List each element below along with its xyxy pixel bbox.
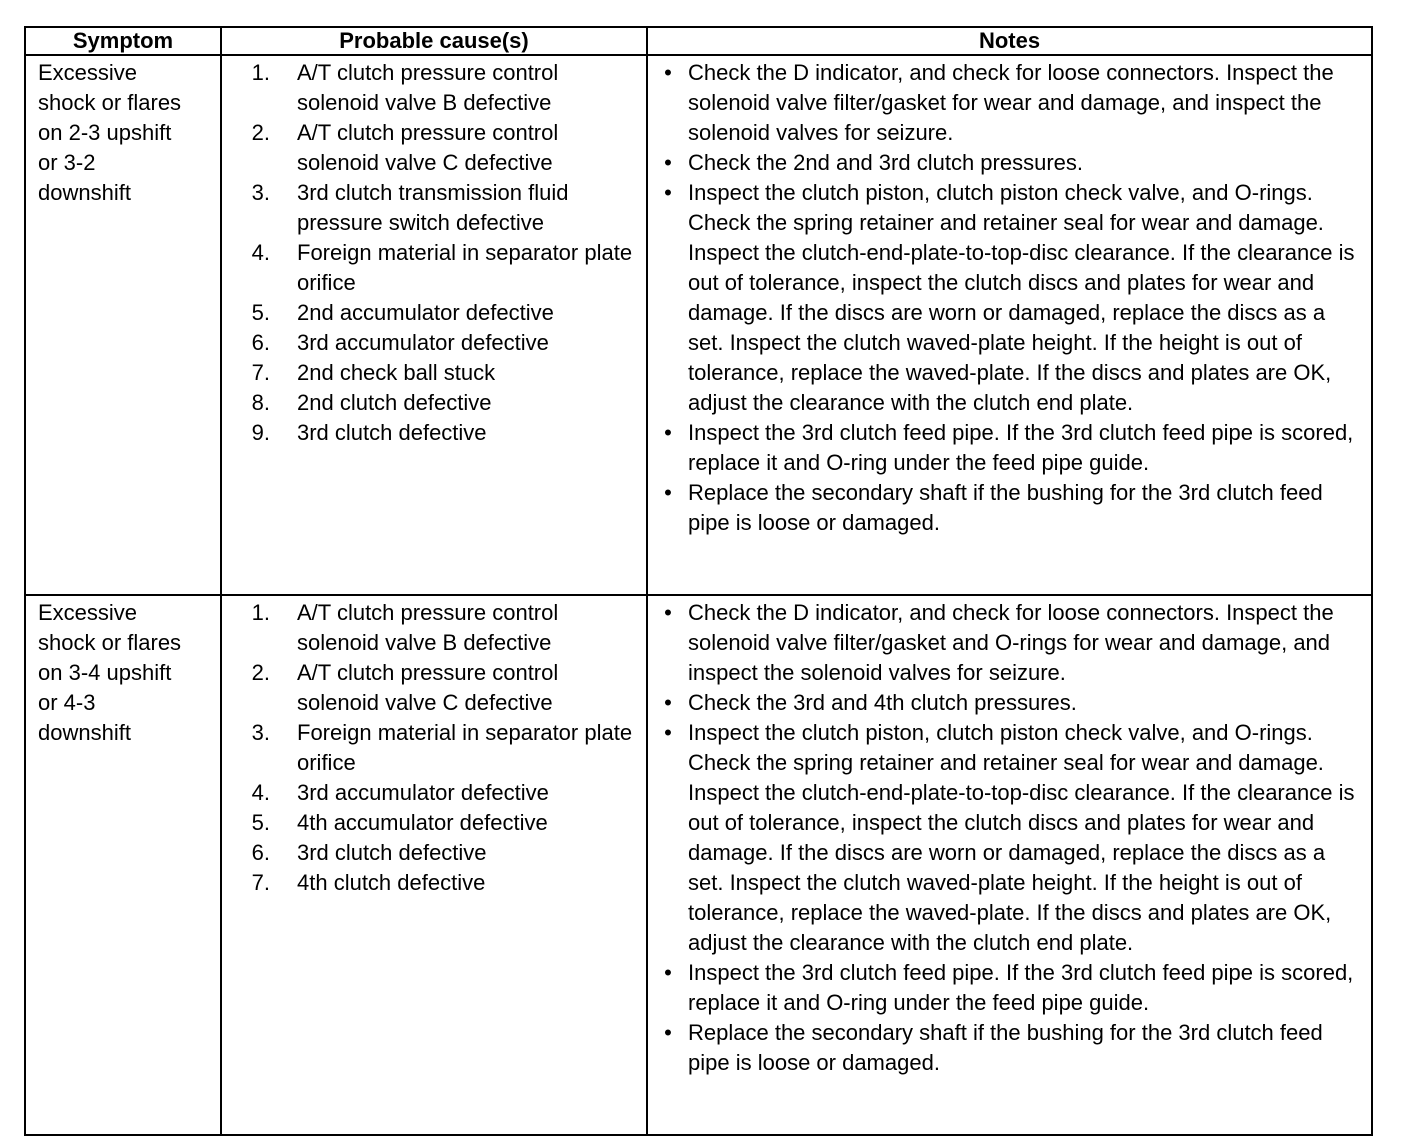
cause-item (222, 358, 646, 388)
cause-item (222, 328, 646, 358)
note-item (648, 1018, 1371, 1078)
cause-item (222, 598, 646, 658)
bullet-icon: • (664, 1020, 672, 1045)
note-text: Check the 3rd and 4th clutch pressures. (688, 690, 1077, 715)
cause-number: 2. (251, 660, 270, 685)
bullet-icon: • (664, 150, 672, 175)
cause-number: 3. (251, 720, 270, 745)
cause-item (222, 58, 646, 118)
bullet-icon: • (664, 480, 672, 505)
cause-list (222, 596, 646, 898)
cause-number: 5. (251, 300, 270, 325)
cause-text: 3rd clutch transmission fluid pressure switch defective (297, 180, 569, 235)
cause-text: A/T clutch pressure control solenoid valve C defective (297, 120, 559, 175)
cause-text: A/T clutch pressure control solenoid valve B defective (297, 60, 559, 115)
symptom-cell: Excessive shock or flares on 2-3 upshift or 3-2 downshift (25, 55, 221, 595)
bullet-icon: • (664, 180, 672, 205)
cause-text: 2nd clutch defective (297, 390, 492, 415)
note-text: Inspect the clutch piston, clutch piston check valve, and O-rings. Check the spring retainer and retainer seal for wear and damage. Inspect the clutch-end-plate-to-top-disc clearance. If the clearance is out of tolerance, inspect the clutch discs and plates for wear and damage. If the discs are worn or damaged, replace the discs as a set. Inspect the clutch waved-plate height. If the height is out of tolerance, replace the waved-plate. If the discs and plates are OK, adjust the clearance with the clutch end plate. (688, 720, 1355, 955)
troubleshooting-table (24, 26, 1373, 1136)
cause-item (222, 868, 646, 898)
note-text: Inspect the 3rd clutch feed pipe. If the 3rd clutch feed pipe is scored, replace it and O-ring under the feed pipe guide. (688, 960, 1354, 1015)
cause-text: A/T clutch pressure control solenoid valve B defective (297, 600, 559, 655)
cause-text: 3rd clutch defective (297, 420, 487, 445)
cause-text: 3rd accumulator defective (297, 330, 549, 355)
cause-item (222, 298, 646, 328)
cause-text: 3rd accumulator defective (297, 780, 549, 805)
cause-text: 3rd clutch defective (297, 840, 487, 865)
note-item (648, 148, 1371, 178)
cause-text: 4th accumulator defective (297, 810, 548, 835)
cause-number: 5. (251, 810, 270, 835)
cause-item (222, 118, 646, 178)
cause-item (222, 178, 646, 238)
notes-cell (647, 595, 1372, 1135)
cause-item (222, 838, 646, 868)
table-row (25, 595, 1372, 1135)
note-item (648, 688, 1371, 718)
cause-number: 6. (251, 330, 270, 355)
bullet-icon: • (664, 60, 672, 85)
note-item (648, 478, 1371, 538)
note-text: Check the D indicator, and check for loose connectors. Inspect the solenoid valve filter/gasket for wear and damage, and inspect the solenoid valves for seizure. (688, 60, 1334, 145)
cause-number: 7. (251, 870, 270, 895)
note-list (648, 56, 1371, 538)
note-text: Check the 2nd and 3rd clutch pressures. (688, 150, 1084, 175)
cause-item (222, 388, 646, 418)
cause-number: 6. (251, 840, 270, 865)
cause-number: 1. (251, 60, 270, 85)
cause-number: 8. (251, 390, 270, 415)
cause-item (222, 808, 646, 838)
cause-text: Foreign material in separator plate orifice (297, 240, 633, 295)
cause-item (222, 778, 646, 808)
note-text: Inspect the 3rd clutch feed pipe. If the 3rd clutch feed pipe is scored, replace it and O-ring under the feed pipe guide. (688, 420, 1354, 475)
cause-item (222, 418, 646, 448)
note-list (648, 596, 1371, 1078)
note-text: Replace the secondary shaft if the bushing for the 3rd clutch feed pipe is loose or damaged. (688, 480, 1323, 535)
header-probable-causes: Probable cause(s) (221, 27, 647, 55)
header-symptom: Symptom (25, 27, 221, 55)
cause-list (222, 56, 646, 448)
header-notes: Notes (647, 27, 1372, 55)
notes-cell (647, 55, 1372, 595)
note-item (648, 958, 1371, 1018)
cause-item (222, 658, 646, 718)
header-row (25, 27, 1372, 55)
probable-causes-cell (221, 595, 647, 1135)
cause-number: 4. (251, 780, 270, 805)
note-item (648, 418, 1371, 478)
bullet-icon: • (664, 690, 672, 715)
cause-text: 4th clutch defective (297, 870, 486, 895)
bullet-icon: • (664, 960, 672, 985)
cause-number: 9. (251, 420, 270, 445)
note-item (648, 58, 1371, 148)
symptom-cell: Excessive shock or flares on 3-4 upshift or 4-3 downshift (25, 595, 221, 1135)
bullet-icon: • (664, 420, 672, 445)
note-text: Inspect the clutch piston, clutch piston check valve, and O-rings. Check the spring retainer and retainer seal for wear and damage. Inspect the clutch-end-plate-to-top-disc clearance. If the clearance is out of tolerance, inspect the clutch discs and plates for wear and damage. If the discs are worn or damaged, replace the discs as a set. Inspect the clutch waved-plate height. If the height is out of tolerance, replace the waved-plate. If the discs and plates are OK, adjust the clearance with the clutch end plate. (688, 180, 1355, 415)
note-text: Check the D indicator, and check for loose connectors. Inspect the solenoid valve filter/gasket and O-rings for wear and damage, and inspect the solenoid valves for seizure. (688, 600, 1334, 685)
note-item (648, 718, 1371, 958)
bullet-icon: • (664, 600, 672, 625)
cause-number: 7. (251, 360, 270, 385)
cause-item (222, 238, 646, 298)
cause-text: 2nd accumulator defective (297, 300, 554, 325)
cause-text: Foreign material in separator plate orifice (297, 720, 633, 775)
cause-number: 3. (251, 180, 270, 205)
cause-number: 1. (251, 600, 270, 625)
cause-item (222, 718, 646, 778)
cause-text: A/T clutch pressure control solenoid valve C defective (297, 660, 559, 715)
note-item (648, 178, 1371, 418)
cause-number: 4. (251, 240, 270, 265)
table-row (25, 55, 1372, 595)
note-text: Replace the secondary shaft if the bushing for the 3rd clutch feed pipe is loose or damaged. (688, 1020, 1323, 1075)
bullet-icon: • (664, 720, 672, 745)
cause-text: 2nd check ball stuck (297, 360, 496, 385)
note-item (648, 598, 1371, 688)
cause-number: 2. (251, 120, 270, 145)
table-body (25, 55, 1372, 1135)
probable-causes-cell (221, 55, 647, 595)
